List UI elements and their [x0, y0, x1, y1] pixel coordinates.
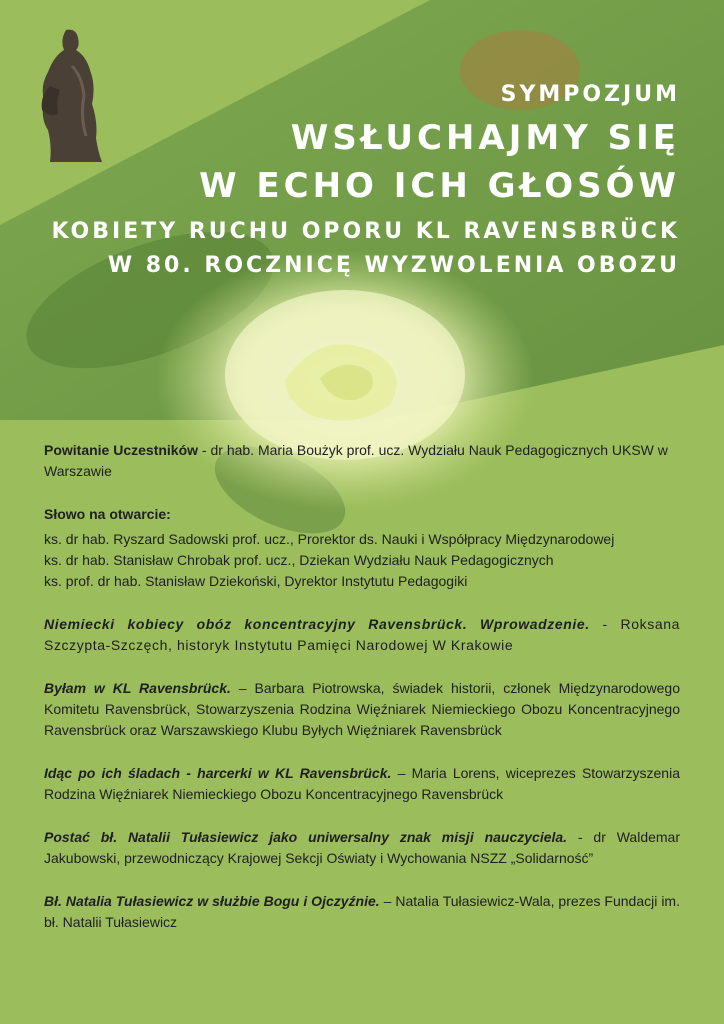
talk-speaker: - dr Waldemar Jakubowski, przewodniczący Krajowej Sekcji Oświaty i Wychowania NSZZ „Solidarność”: [44, 829, 680, 866]
opening-line: ks. dr hab. Ryszard Sadowski prof. ucz., Prorektor ds. Nauki i Współpracy Międzynarodowej: [44, 531, 615, 547]
program-item-talk: [44, 827, 680, 869]
talk-title: Idąc po ich śladach - harcerki w KL Ravensbrück.: [44, 765, 392, 781]
talk-title: Bł. Natalia Tułasiewicz w służbie Bogu i Ojczyźnie.: [44, 893, 380, 909]
opening-heading: Słowo na otwarcie:: [44, 506, 171, 522]
item-text: - dr hab. Maria Boużyk prof. ucz. Wydziału Nauk Pedagogicznych UKSW w Warszawie: [44, 442, 668, 479]
talk-speaker: – Maria Lorens, wiceprezes Stowarzyszenia Rodzina Więźniarek Niemieckiego Obozu Koncentracyjnego Ravensbrück: [44, 765, 680, 802]
talk-title: Postać bł. Natalii Tułasiewicz jako uniwersalny znak misji nauczyciela.: [44, 829, 568, 845]
talk-title: Niemiecki kobiecy obóz koncentracyjny Ravensbrück. Wprowadzenie.: [44, 616, 590, 632]
program-item-welcome: [44, 440, 680, 482]
subtitle-line-1: KOBIETY RUCHU OPORU KL RAVENSBRÜCK: [51, 219, 680, 244]
talk-speaker: - Roksana Szczypta-Szczęch, historyk Instytutu Pamięci Narodowej W Krakowie: [44, 616, 680, 653]
program-list: [44, 440, 680, 955]
title-line-1: WSŁUCHAJMY SIĘ: [290, 118, 680, 158]
talk-speaker: – Natalia Tułasiewicz-Wala, prezes Fundacji im. bł. Natalii Tułasiewicz: [44, 893, 680, 930]
program-item-opening: [44, 504, 680, 592]
program-item-talk: [44, 763, 680, 805]
talk-speaker: – Barbara Piotrowska, świadek historii, członek Międzynarodowego Komitetu Ravensbrück, Stowarzyszenia Rodzina Więźniarek Niemieckiego Obozu Koncentracyjnego Ravensbrück oraz Warszawskiego Klubu Byłych Więźniarek Ravensbrück: [44, 680, 680, 738]
title-line-2: W ECHO ICH GŁOSÓW: [199, 166, 680, 206]
opening-line: ks. dr hab. Stanisław Chrobak prof. ucz., Dziekan Wydziału Nauk Pedagogicznych: [44, 552, 554, 568]
opening-line: ks. prof. dr hab. Stanisław Dziekoński, Dyrektor Instytutu Pedagogiki: [44, 573, 468, 589]
program-item-talk: [44, 891, 680, 933]
subtitle-line-2: W 80. ROCZNICĘ WYZWOLENIA OBOZU: [107, 253, 680, 278]
program-item-talk: [44, 678, 680, 741]
talk-title: Byłam w KL Ravensbrück.: [44, 680, 231, 696]
event-type: SYMPOZJUM: [500, 82, 680, 107]
monument-statue-icon: [36, 26, 106, 166]
item-lead: Powitanie Uczestników: [44, 442, 199, 458]
program-item-talk: [44, 614, 680, 656]
